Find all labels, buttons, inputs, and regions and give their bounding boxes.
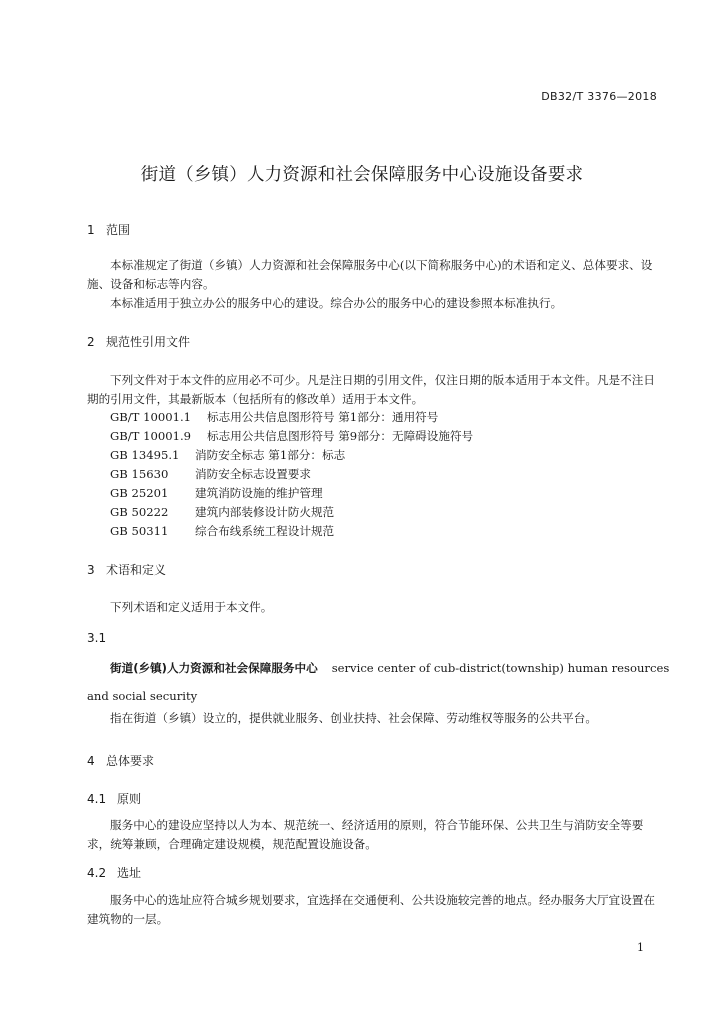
- reference-title: 消防安全标志 第1部分：标志: [195, 448, 346, 462]
- section-1-paragraph-1: 本标准规定了街道（乡镇）人力资源和社会保障服务中心(以下简称服务中心)的术语和定义、总体要求、设施、设备和标志等内容。: [87, 258, 653, 291]
- subsection-3-1-number: 3.1: [87, 631, 107, 645]
- section-title: 规范性引用文件: [106, 335, 191, 349]
- reference-title: 建筑消防设施的维护管理: [195, 486, 323, 500]
- subsection-4-2-heading: [87, 864, 141, 881]
- section-4-heading: [87, 752, 154, 769]
- page-number: 1: [637, 941, 644, 954]
- section-2-heading: [87, 333, 190, 350]
- section-number: 2: [87, 335, 95, 349]
- reference-title: 建筑内部装修设计防火规范: [195, 505, 335, 519]
- section-1-paragraph-2: 本标准适用于独立办公的服务中心的建设。综合办公的服务中心的建设参照本标准执行。: [110, 296, 563, 310]
- section-3-heading: [87, 561, 166, 578]
- section-title: 总体要求: [106, 754, 155, 768]
- term-chinese: 街道(乡镇)人力资源和社会保障服务中心: [110, 661, 318, 675]
- reference-code: GB/T 10001.1: [110, 410, 192, 424]
- section-title: 术语和定义: [106, 563, 167, 577]
- reference-item: [110, 447, 345, 463]
- section-number: 4: [87, 754, 95, 768]
- subsection-number: 4.1: [87, 792, 107, 806]
- reference-code: GB 13495.1: [110, 448, 180, 462]
- term-entry: [110, 660, 669, 676]
- reference-item: [110, 485, 323, 501]
- reference-code: GB 50311: [110, 524, 169, 538]
- subsection-title: 选址: [117, 866, 142, 880]
- section-number: 3: [87, 563, 95, 577]
- reference-item: [110, 409, 438, 425]
- document-title: 街道（乡镇）人力资源和社会保障服务中心设施设备要求: [140, 165, 584, 185]
- term-definition: 指在街道（乡镇）设立的，提供就业服务、创业扶持、社会保障、劳动维权等服务的公共平台。: [110, 711, 597, 725]
- section-2-intro: 下列文件对于本文件的应用必不可少。凡是注日期的引用文件，仅注日期的版本适用于本文件。凡是不注日期的引用文件，其最新版本（包括所有的修改单）适用于本文件。: [87, 373, 655, 406]
- reference-item: [110, 504, 334, 520]
- section-3-intro: 下列术语和定义适用于本文件。: [110, 600, 273, 614]
- document-code: DB32/T 3376—2018: [541, 90, 657, 103]
- reference-code: GB 50222: [110, 505, 169, 519]
- section-1-heading: [87, 221, 130, 238]
- reference-item: [110, 428, 473, 444]
- reference-title: 综合布线系统工程设计规范: [195, 524, 335, 538]
- reference-title: 消防安全标志设置要求: [195, 467, 311, 481]
- term-english: service center of cub-district(township) human resources: [331, 661, 670, 675]
- subsection-number: 4.2: [87, 866, 107, 880]
- subsection-4-1-paragraph: 服务中心的建设应坚持以人为本、规范统一、经济适用的原则，符合节能环保、公共卫生与消防安全等要求，统筹兼顾，合理确定建设规模，规范配置设施设备。: [87, 818, 644, 851]
- reference-item: [110, 523, 334, 539]
- subsection-title: 原则: [117, 792, 142, 806]
- subsection-4-1-heading: [87, 790, 141, 807]
- section-number: 1: [87, 223, 95, 237]
- section-title: 范围: [106, 223, 131, 237]
- subsection-4-2-paragraph: 服务中心的选址应符合城乡规划要求，宜选择在交通便利、公共设施较完善的地点。经办服务大厅宜设置在建筑物的一层。: [87, 893, 655, 926]
- reference-code: GB/T 10001.9: [110, 429, 192, 443]
- term-english-continued: and social security: [87, 689, 198, 703]
- reference-code: GB 25201: [110, 486, 169, 500]
- reference-item: [110, 466, 311, 482]
- reference-title: 标志用公共信息图形符号 第9部分：无障碍设施符号: [207, 429, 474, 443]
- reference-title: 标志用公共信息图形符号 第1部分：通用符号: [207, 410, 439, 424]
- reference-code: GB 15630: [110, 467, 169, 481]
